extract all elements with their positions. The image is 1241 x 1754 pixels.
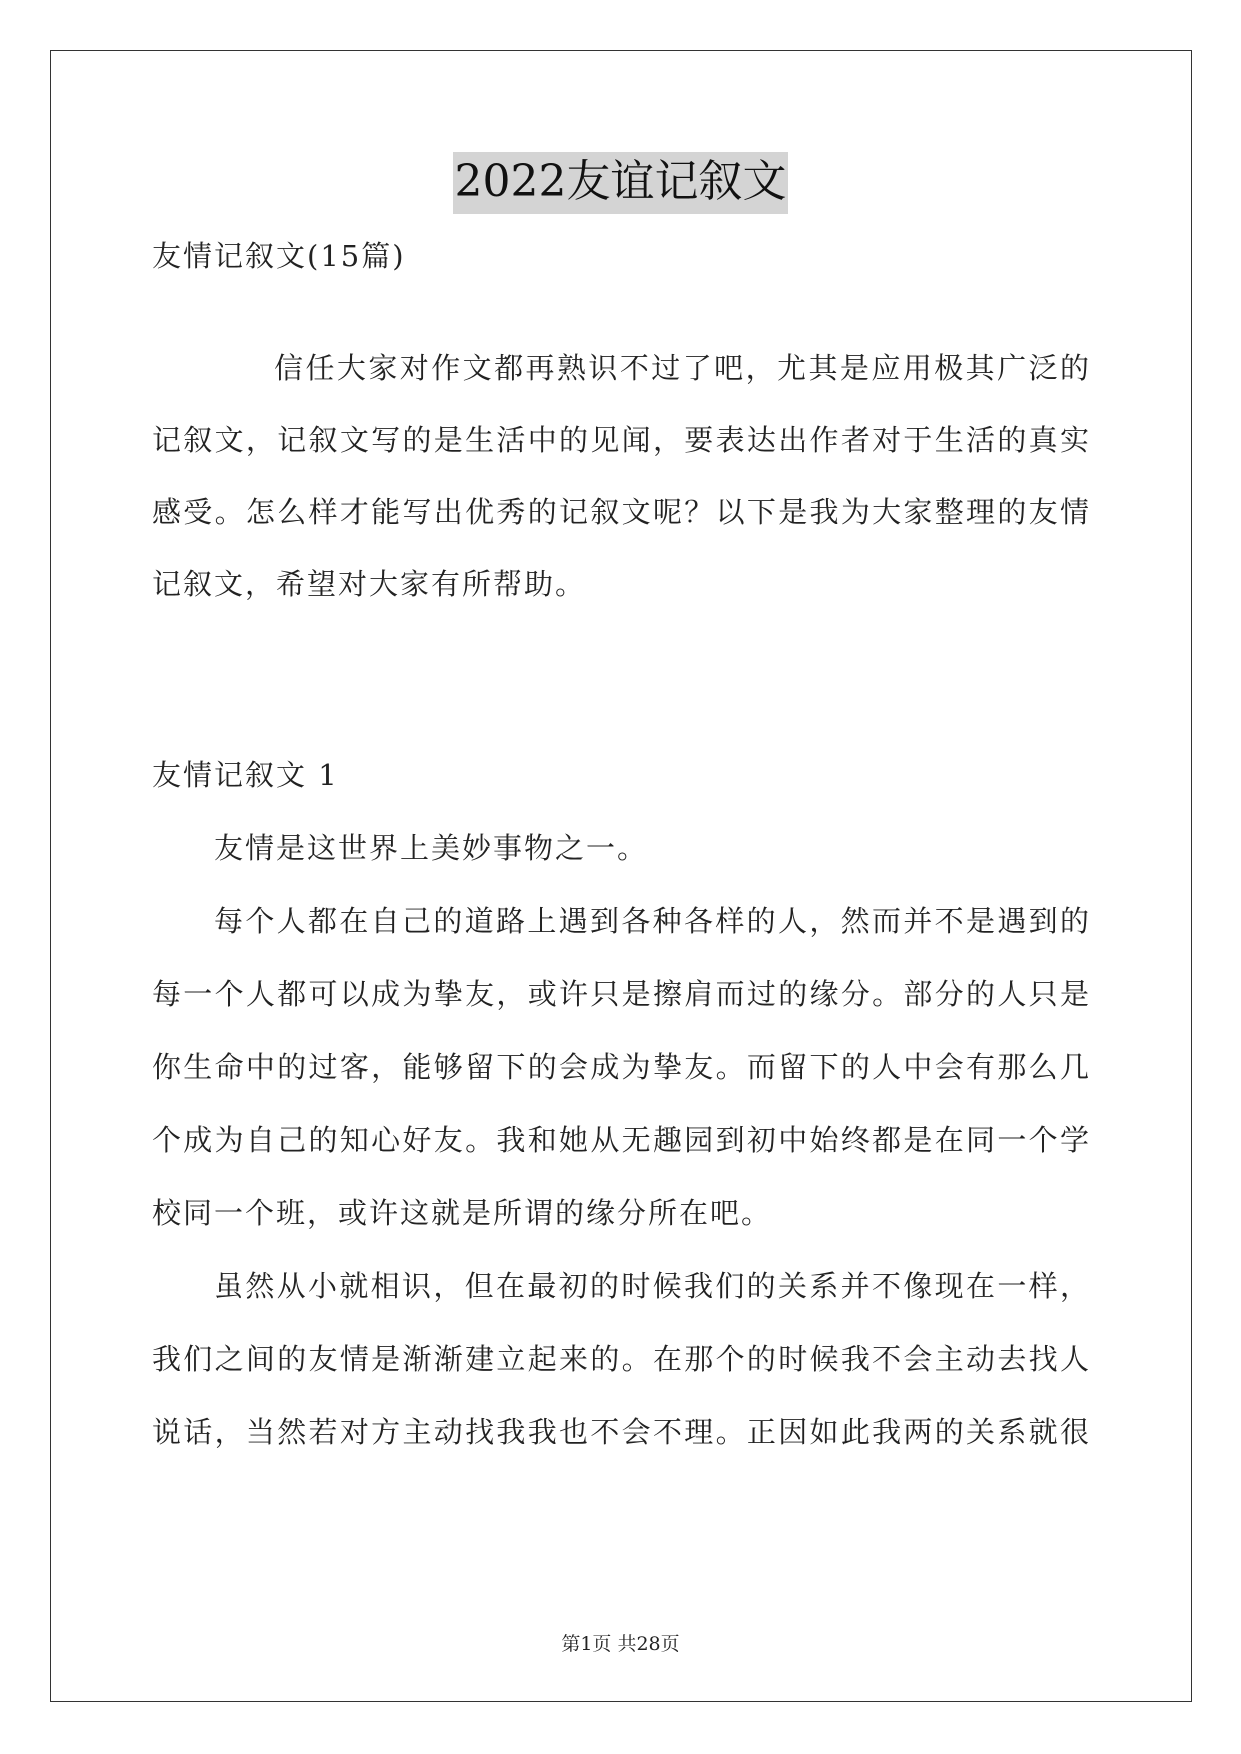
intro-line-1: 信任大家对作文都再熟识不过了吧，尤其是应用极其广泛的 (274, 351, 1089, 385)
page-border (50, 50, 1192, 1702)
document-subtitle: 友情记叙文(15篇) (152, 239, 406, 273)
body-line-7: 虽然从小就相识，但在最初的时候我们的关系并不像现在一样， (214, 1269, 1089, 1303)
document-title: 2022友谊记叙文 (453, 152, 789, 214)
body-line-6: 校同一个班，或许这就是所谓的缘分所在吧。 (152, 1196, 773, 1230)
body-line-5: 个成为自己的知心好友。我和她从无趣园到初中始终都是在同一个学 (152, 1123, 1089, 1157)
title-container (0, 152, 1241, 214)
body-line-1: 友情是这世界上美妙事物之一。 (214, 831, 649, 865)
intro-line-4: 记叙文，希望对大家有所帮助。 (152, 567, 587, 601)
body-line-2: 每个人都在自己的道路上遇到各种各样的人，然而并不是遇到的 (214, 904, 1089, 938)
body-line-4: 你生命中的过客，能够留下的会成为挚友。而留下的人中会有那么几 (152, 1050, 1089, 1084)
intro-line-2: 记叙文，记叙文写的是生活中的见闻，要表达出作者对于生活的真实 (152, 423, 1089, 457)
body-line-3: 每一个人都可以成为挚友，或许只是擦肩而过的缘分。部分的人只是 (152, 977, 1089, 1011)
body-line-9: 说话，当然若对方主动找我我也不会不理。正因如此我两的关系就很 (152, 1415, 1089, 1449)
page-number: 第1页 共28页 (561, 1633, 680, 1655)
body-line-8: 我们之间的友情是渐渐建立起来的。在那个的时候我不会主动去找人 (152, 1342, 1089, 1376)
section-heading: 友情记叙文 1 (152, 758, 339, 792)
intro-line-3: 感受。怎么样才能写出优秀的记叙文呢？以下是我为大家整理的友情 (152, 495, 1089, 529)
